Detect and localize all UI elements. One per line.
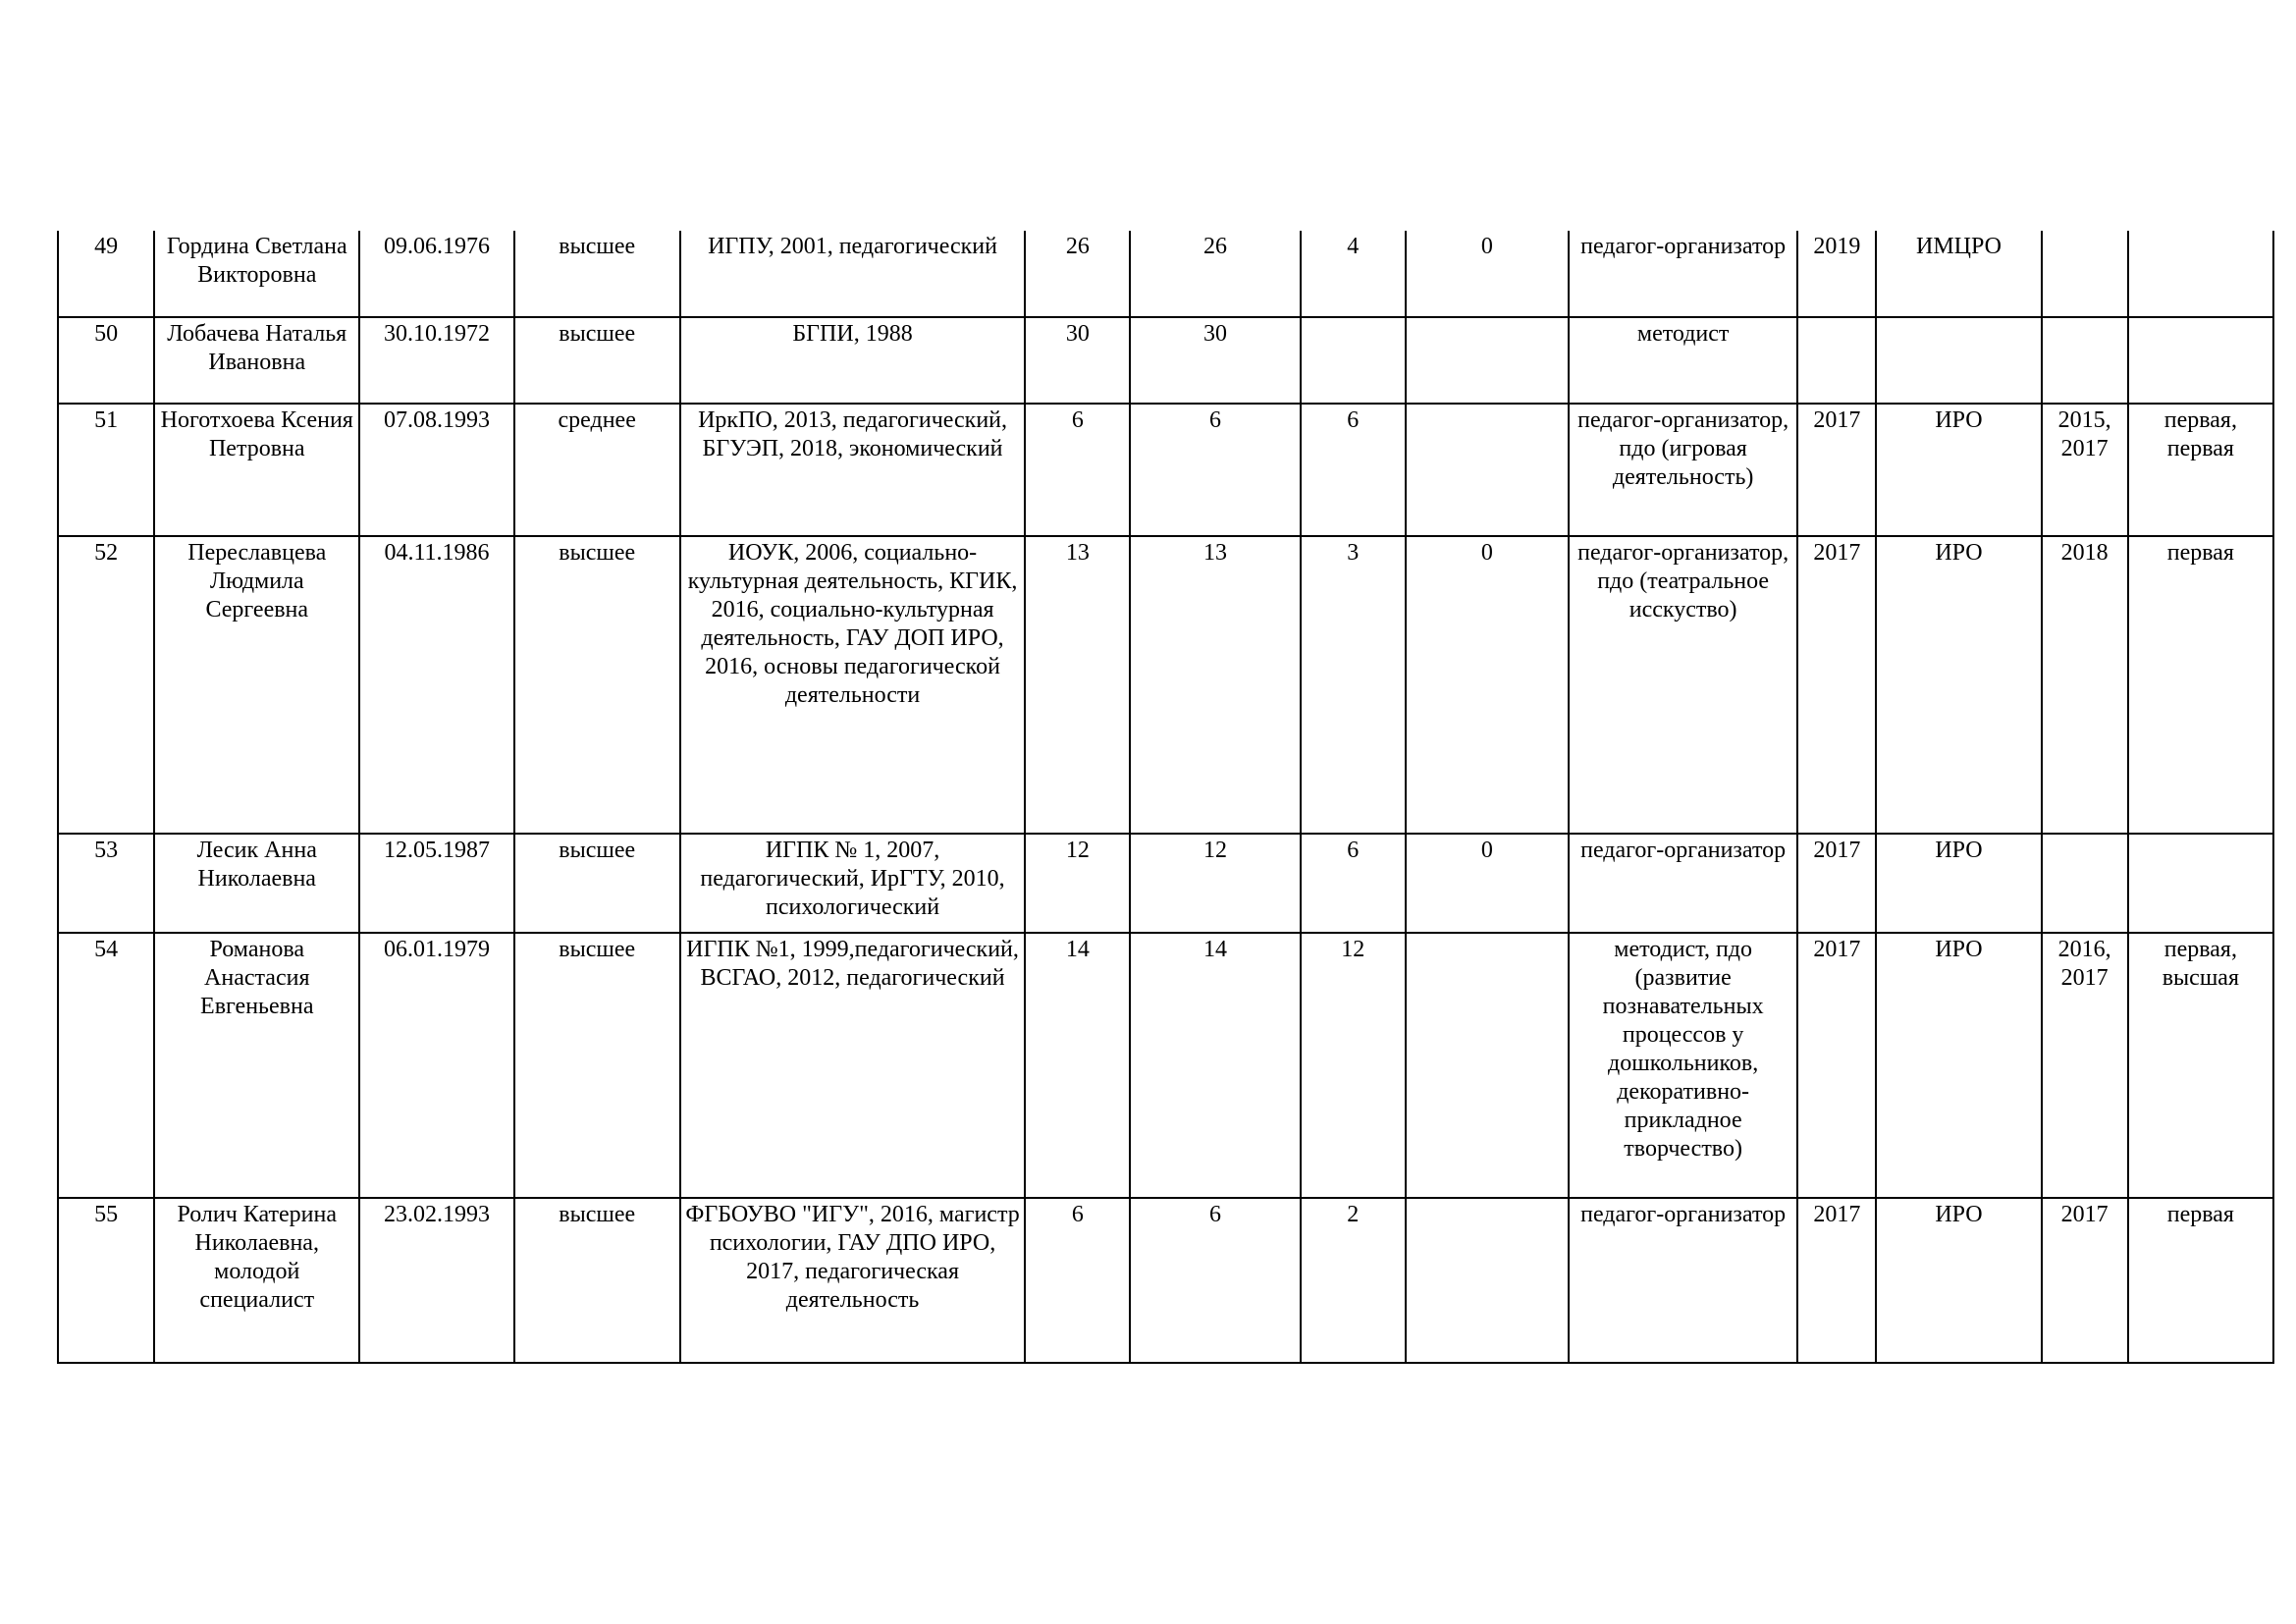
cell-course-year: 2017 [1797,1198,1876,1363]
cell-institution: ИОУК, 2006, социально-культурная деятельность, КГИК, 2016, социально-культурная деятельность, ГАУ ДОП ИРО, 2016, основы педагогической деятельности [680,536,1025,834]
cell-total-experience: 12 [1025,834,1130,933]
cell-course-place: ИРО [1876,834,2041,933]
cell-pedagogical-experience: 30 [1130,317,1300,404]
cell-attestation-year: 2018 [2042,536,2128,834]
table-row [58,231,2273,317]
cell-full-name: Лесик Анна Николаевна [154,834,359,933]
cell-category: первая [2128,536,2273,834]
cell-position: методист [1569,317,1797,404]
cell-pedagogical-experience: 6 [1130,1198,1300,1363]
cell-position-experience: 3 [1301,536,1406,834]
cell-position-experience: 6 [1301,404,1406,536]
cell-institution: ИркПО, 2013, педагогический, БГУЭП, 2018, экономический [680,404,1025,536]
cell-place-experience [1406,404,1569,536]
cell-category: первая [2128,1198,2273,1363]
cell-course-year: 2017 [1797,834,1876,933]
cell-category [2128,231,2273,317]
cell-position-experience: 2 [1301,1198,1406,1363]
cell-birth-date: 30.10.1972 [359,317,513,404]
cell-course-place: ИРО [1876,536,2041,834]
table-row [58,536,2273,834]
cell-course-year: 2019 [1797,231,1876,317]
cell-full-name: Ролич Катерина Николаевна, молодой специалист [154,1198,359,1363]
cell-institution: ИГПУ, 2001, педагогический [680,231,1025,317]
cell-institution: ИГПК №1, 1999,педагогический, ВСГАО, 2012, педагогический [680,933,1025,1198]
cell-birth-date: 23.02.1993 [359,1198,513,1363]
cell-row-number: 53 [58,834,154,933]
cell-full-name: Романова Анастасия Евгеньевна [154,933,359,1198]
cell-full-name: Гордина Светлана Викторовна [154,231,359,317]
cell-category: первая, высшая [2128,933,2273,1198]
cell-pedagogical-experience: 12 [1130,834,1300,933]
cell-place-experience: 0 [1406,536,1569,834]
cell-position-experience: 12 [1301,933,1406,1198]
cell-total-experience: 6 [1025,404,1130,536]
cell-birth-date: 06.01.1979 [359,933,513,1198]
cell-pedagogical-experience: 26 [1130,231,1300,317]
cell-attestation-year: 2016, 2017 [2042,933,2128,1198]
cell-course-place [1876,317,2041,404]
cell-full-name: Переславцева Людмила Сергеевна [154,536,359,834]
cell-place-experience [1406,1198,1569,1363]
table-row [58,317,2273,404]
cell-education-level: высшее [514,1198,680,1363]
staff-table [57,231,2274,1364]
cell-row-number: 50 [58,317,154,404]
cell-birth-date: 09.06.1976 [359,231,513,317]
cell-course-place: ИРО [1876,1198,2041,1363]
cell-total-experience: 13 [1025,536,1130,834]
cell-attestation-year: 2015, 2017 [2042,404,2128,536]
cell-row-number: 52 [58,536,154,834]
table-row [58,834,2273,933]
cell-birth-date: 12.05.1987 [359,834,513,933]
cell-total-experience: 30 [1025,317,1130,404]
cell-total-experience: 6 [1025,1198,1130,1363]
cell-birth-date: 04.11.1986 [359,536,513,834]
cell-attestation-year [2042,317,2128,404]
cell-attestation-year: 2017 [2042,1198,2128,1363]
cell-education-level: среднее [514,404,680,536]
cell-course-year: 2017 [1797,404,1876,536]
cell-row-number: 54 [58,933,154,1198]
cell-position-experience: 6 [1301,834,1406,933]
cell-attestation-year [2042,834,2128,933]
cell-total-experience: 26 [1025,231,1130,317]
cell-category: первая, первая [2128,404,2273,536]
cell-total-experience: 14 [1025,933,1130,1198]
cell-category [2128,317,2273,404]
table-row [58,933,2273,1198]
cell-institution: ФГБОУВО "ИГУ", 2016, магистр психологии, ГАУ ДПО ИРО, 2017, педагогическая деятельность [680,1198,1025,1363]
cell-pedagogical-experience: 13 [1130,536,1300,834]
cell-position-experience: 4 [1301,231,1406,317]
cell-row-number: 49 [58,231,154,317]
cell-position: педагог-организатор [1569,231,1797,317]
cell-education-level: высшее [514,231,680,317]
cell-course-place: ИРО [1876,404,2041,536]
cell-position: педагог-организатор [1569,834,1797,933]
cell-education-level: высшее [514,933,680,1198]
cell-position-experience [1301,317,1406,404]
cell-course-year [1797,317,1876,404]
cell-course-year: 2017 [1797,536,1876,834]
cell-education-level: высшее [514,834,680,933]
cell-birth-date: 07.08.1993 [359,404,513,536]
cell-position: педагог-организатор, пдо (театральное исскуство) [1569,536,1797,834]
cell-attestation-year [2042,231,2128,317]
staff-table-body [58,231,2273,1363]
cell-course-place: ИМЦРО [1876,231,2041,317]
cell-full-name: Ноготхоева Ксения Петровна [154,404,359,536]
cell-education-level: высшее [514,536,680,834]
cell-pedagogical-experience: 14 [1130,933,1300,1198]
cell-education-level: высшее [514,317,680,404]
cell-place-experience: 0 [1406,231,1569,317]
cell-institution: ИГПК № 1, 2007, педагогический, ИрГТУ, 2010, психологический [680,834,1025,933]
cell-place-experience [1406,933,1569,1198]
cell-full-name: Лобачева Наталья Ивановна [154,317,359,404]
cell-place-experience [1406,317,1569,404]
cell-position: педагог-организатор, пдо (игровая деятельность) [1569,404,1797,536]
cell-pedagogical-experience: 6 [1130,404,1300,536]
cell-position: педагог-организатор [1569,1198,1797,1363]
table-row [58,404,2273,536]
cell-course-place: ИРО [1876,933,2041,1198]
cell-place-experience: 0 [1406,834,1569,933]
cell-row-number: 51 [58,404,154,536]
cell-course-year: 2017 [1797,933,1876,1198]
cell-row-number: 55 [58,1198,154,1363]
cell-institution: БГПИ, 1988 [680,317,1025,404]
cell-position: методист, пдо (развитие познавательных процессов у дошкольников, декоративно-прикладное творчество) [1569,933,1797,1198]
table-row [58,1198,2273,1363]
cell-category [2128,834,2273,933]
